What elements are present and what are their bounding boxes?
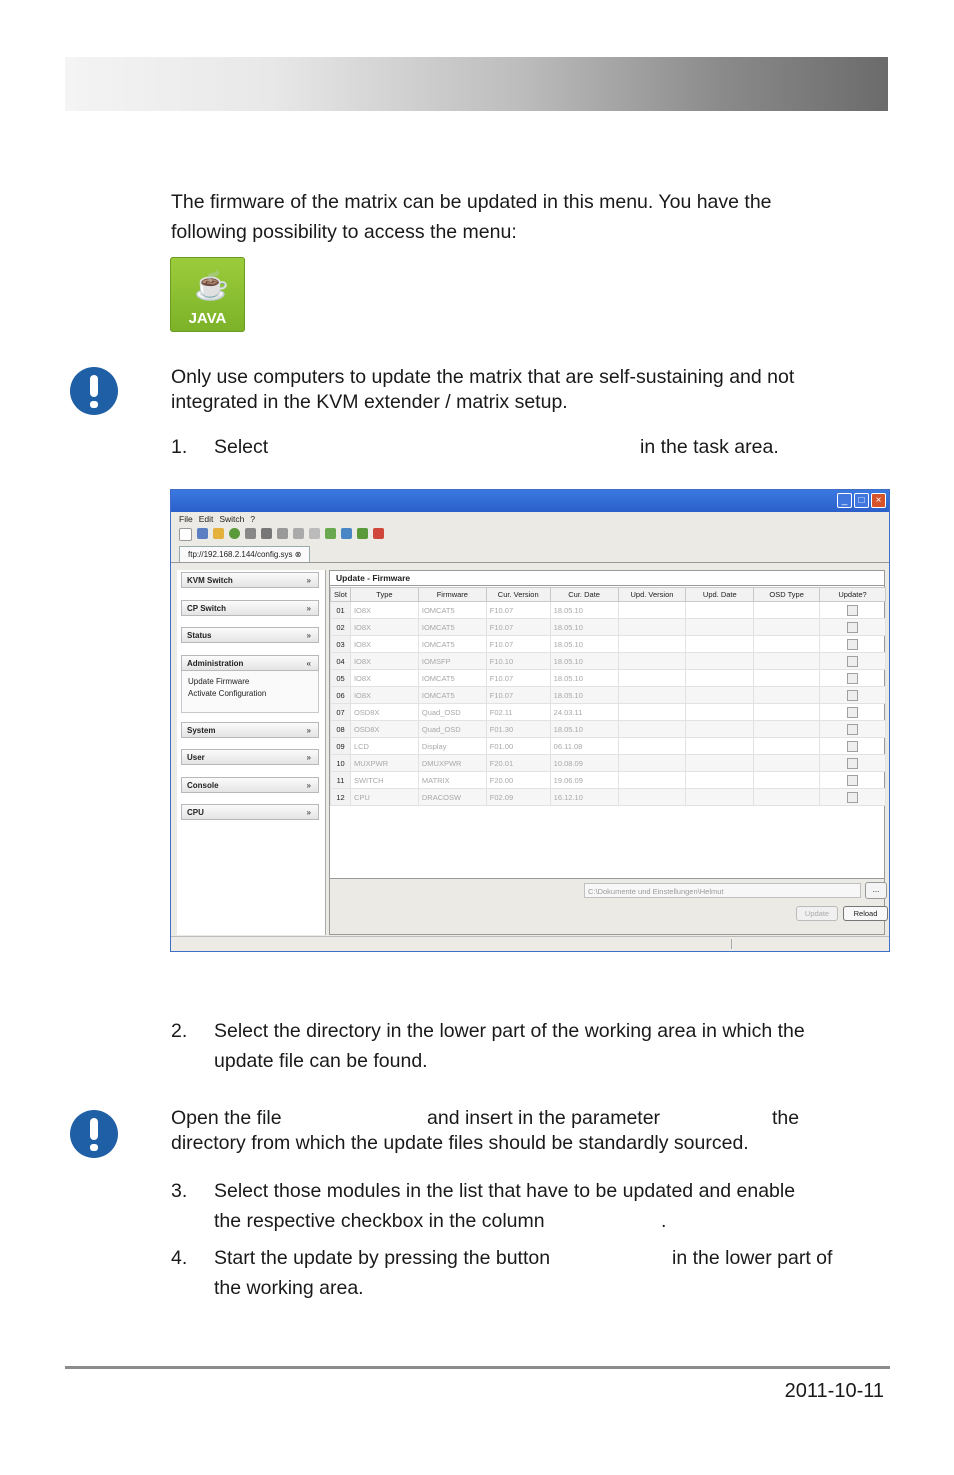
table-row[interactable] <box>331 687 886 704</box>
nav-label: CP Switch <box>187 604 226 613</box>
save-icon[interactable] <box>197 528 208 539</box>
cell-empty <box>686 704 754 721</box>
table-row[interactable] <box>331 636 886 653</box>
open-folder-icon[interactable] <box>213 528 224 539</box>
nav-label: CPU <box>187 808 204 817</box>
cell-empty <box>686 789 754 806</box>
nav-label: Console <box>187 781 219 790</box>
step-1-part-2: in the task area. <box>640 436 779 458</box>
table-row[interactable] <box>331 772 886 789</box>
chevron-down-icon: » <box>306 781 311 790</box>
cell-empty <box>754 602 820 619</box>
cell-firmware: IOMSFP <box>418 653 486 670</box>
cell-slot: 05 <box>331 670 351 687</box>
cell-slot: 08 <box>331 721 351 738</box>
nav-system[interactable] <box>181 722 319 738</box>
column-header[interactable]: OSD Type <box>754 588 820 602</box>
cell-type: IO8X <box>350 687 418 704</box>
step-3-number: 3. <box>171 1180 188 1202</box>
step-2-line-2: update file can be found. <box>214 1050 428 1072</box>
cell-empty <box>618 653 686 670</box>
cell-empty <box>754 704 820 721</box>
chevron-down-icon: » <box>306 753 311 762</box>
cell-update <box>820 721 886 738</box>
submenu-activate-configuration[interactable]: Activate Configuration <box>188 689 267 698</box>
sidebar <box>177 570 326 935</box>
column-header[interactable]: Cur. Version <box>486 588 550 602</box>
plug-disconnect-icon[interactable] <box>373 528 384 539</box>
cell-empty <box>618 772 686 789</box>
cell-firmware: Display <box>418 738 486 755</box>
cell-cur-version: F02.11 <box>486 704 550 721</box>
step-4-line-2: the working area. <box>214 1277 364 1299</box>
update-checkbox[interactable] <box>847 605 858 616</box>
cell-empty <box>686 721 754 738</box>
table-row[interactable] <box>331 789 886 806</box>
cell-cur-version: F10.07 <box>486 602 550 619</box>
cell-empty <box>754 653 820 670</box>
cell-cur-date: 19.06.09 <box>550 772 618 789</box>
cell-update <box>820 670 886 687</box>
cell-update <box>820 704 886 721</box>
nav-administration[interactable] <box>181 655 319 671</box>
chevron-down-icon: » <box>306 604 311 613</box>
intro-text <box>171 187 772 247</box>
nav-label: Status <box>187 631 212 640</box>
menu-bar <box>179 514 255 524</box>
nav-console[interactable] <box>181 777 319 793</box>
cell-slot: 06 <box>331 687 351 704</box>
step-1-part-1: Select <box>214 436 269 458</box>
cell-update <box>820 772 886 789</box>
step-1-number: 1. <box>171 436 188 458</box>
main-panel <box>329 570 885 935</box>
update-checkbox[interactable] <box>847 690 858 701</box>
window-titlebar <box>171 490 889 512</box>
step-4-text <box>214 1243 874 1303</box>
tab-close-icon[interactable]: ⊗ <box>294 550 302 559</box>
table-row[interactable] <box>331 619 886 636</box>
cell-slot: 10 <box>331 755 351 772</box>
cell-empty <box>618 687 686 704</box>
administration-submenu <box>181 671 319 713</box>
firmware-table <box>330 587 886 806</box>
java-label: JAVA <box>188 310 227 327</box>
new-icon[interactable] <box>179 528 192 541</box>
cell-firmware: IOMCAT5 <box>418 636 486 653</box>
cell-firmware: MATRIX <box>418 772 486 789</box>
cell-empty <box>754 670 820 687</box>
cell-empty <box>618 789 686 806</box>
cell-cur-version: F10.07 <box>486 670 550 687</box>
cut-icon[interactable] <box>245 528 256 539</box>
cell-firmware: IOMCAT5 <box>418 687 486 704</box>
cell-empty <box>754 772 820 789</box>
cell-type: IO8X <box>350 602 418 619</box>
cell-firmware: IOMCAT5 <box>418 619 486 636</box>
cell-cur-version: F01.30 <box>486 721 550 738</box>
update-checkbox[interactable] <box>847 639 858 650</box>
cell-slot: 01 <box>331 602 351 619</box>
menu-switch[interactable]: Switch <box>219 514 245 524</box>
cell-cur-date: 10.08.09 <box>550 755 618 772</box>
cell-cur-version: F01.00 <box>486 738 550 755</box>
cell-cur-version: F10.07 <box>486 636 550 653</box>
chevron-down-icon: » <box>306 808 311 817</box>
chevron-down-icon: » <box>306 576 311 585</box>
update-checkbox[interactable] <box>847 673 858 684</box>
cell-empty <box>754 721 820 738</box>
close-icon[interactable]: × <box>871 493 886 508</box>
step-2-number: 2. <box>171 1020 188 1042</box>
cell-empty <box>618 721 686 738</box>
footer-rule <box>65 1366 890 1369</box>
cell-empty <box>754 738 820 755</box>
cell-cur-date: 18.05.10 <box>550 670 618 687</box>
table-row[interactable] <box>331 670 886 687</box>
update-checkbox[interactable] <box>847 775 858 786</box>
cell-firmware: Quad_OSD <box>418 704 486 721</box>
cell-slot: 02 <box>331 619 351 636</box>
update-checkbox[interactable] <box>847 741 858 752</box>
reload-button[interactable]: Reload <box>843 906 888 921</box>
nav-label: System <box>187 726 216 735</box>
menu-edit[interactable]: Edit <box>198 514 214 524</box>
cell-cur-version: F10.07 <box>486 687 550 704</box>
cell-type: OSD8X <box>350 721 418 738</box>
note-2-part-3: the <box>772 1107 800 1129</box>
panel-title: Update - Firmware <box>330 571 884 586</box>
cell-update <box>820 653 886 670</box>
chevron-down-icon: » <box>306 726 311 735</box>
cell-empty <box>618 755 686 772</box>
column-header[interactable]: Slot <box>331 588 351 602</box>
cell-cur-date: 18.05.10 <box>550 602 618 619</box>
note-1-line-1: Only use computers to update the matrix that are self-sustaining and not <box>171 366 795 388</box>
column-header[interactable]: Upd. Version <box>618 588 686 602</box>
update-checkbox[interactable] <box>847 622 858 633</box>
nav-status[interactable] <box>181 627 319 643</box>
tab-label: ftp://192.168.2.144/config.sys <box>188 550 293 559</box>
cell-empty <box>686 738 754 755</box>
cell-slot: 04 <box>331 653 351 670</box>
cell-slot: 12 <box>331 789 351 806</box>
menu-help[interactable]: ? <box>250 514 256 524</box>
tab-config[interactable] <box>179 546 310 563</box>
cell-type: IO8X <box>350 670 418 687</box>
note-1-line-2: integrated in the KVM extender / matrix setup. <box>171 391 568 413</box>
cell-slot: 03 <box>331 636 351 653</box>
step-3-line-2b: . <box>661 1210 667 1232</box>
cell-empty <box>686 602 754 619</box>
status-bar <box>171 936 889 951</box>
cell-slot: 11 <box>331 772 351 789</box>
column-header[interactable]: Cur. Date <box>550 588 618 602</box>
cell-cur-version: F10.07 <box>486 619 550 636</box>
step-4-line-1b: in the lower part of <box>672 1247 833 1269</box>
cell-update <box>820 738 886 755</box>
cell-cur-version: F20.00 <box>486 772 550 789</box>
cell-type: IO8X <box>350 636 418 653</box>
cell-update <box>820 619 886 636</box>
edit-icon[interactable] <box>293 528 304 539</box>
cell-cur-version: F02.09 <box>486 789 550 806</box>
java-cup-icon: ☕ <box>194 270 229 301</box>
cell-update <box>820 636 886 653</box>
cell-type: IO8X <box>350 619 418 636</box>
cell-empty <box>754 789 820 806</box>
chevron-down-icon: » <box>306 631 311 640</box>
exclamation-icon <box>70 367 118 415</box>
cell-slot: 09 <box>331 738 351 755</box>
cell-cur-date: 06.11.08 <box>550 738 618 755</box>
table-row[interactable] <box>331 755 886 772</box>
cell-cur-date: 18.05.10 <box>550 653 618 670</box>
footer-date: 2011-10-11 <box>784 1380 884 1402</box>
nav-label: KVM Switch <box>187 576 233 585</box>
toolbar <box>179 528 384 541</box>
step-3-line-2a: the respective checkbox in the column <box>214 1210 545 1232</box>
delete-icon[interactable] <box>309 528 320 539</box>
cell-empty <box>686 636 754 653</box>
column-header[interactable]: Upd. Date <box>686 588 754 602</box>
cell-type: CPU <box>350 789 418 806</box>
step-3-text <box>214 1176 874 1236</box>
cell-empty <box>686 687 754 704</box>
upload-icon[interactable] <box>341 528 352 539</box>
nav-user[interactable] <box>181 749 319 765</box>
update-button[interactable]: Update <box>796 906 838 921</box>
cell-empty <box>618 738 686 755</box>
cell-type: MUXPWR <box>350 755 418 772</box>
cell-cur-date: 18.05.10 <box>550 721 618 738</box>
column-header[interactable]: Update? <box>820 588 886 602</box>
chevron-up-icon: « <box>306 659 311 668</box>
step-2-line-1: Select the directory in the lower part of the working area in which the <box>214 1020 805 1042</box>
cell-update <box>820 602 886 619</box>
note-1 <box>171 365 794 415</box>
lower-panel <box>330 878 884 934</box>
cell-cur-version: F20.01 <box>486 755 550 772</box>
column-header[interactable]: Type <box>350 588 418 602</box>
cell-empty <box>618 670 686 687</box>
cell-cur-date: 16.12.10 <box>550 789 618 806</box>
exclamation-icon <box>70 1110 118 1158</box>
java-icon <box>170 257 245 332</box>
connect-icon[interactable] <box>229 528 240 539</box>
note-2 <box>171 1106 871 1156</box>
nav-cp-switch[interactable] <box>181 600 319 616</box>
menu-file[interactable]: File <box>179 514 193 524</box>
browse-button[interactable]: ... <box>865 882 887 899</box>
cell-empty <box>618 704 686 721</box>
cell-firmware: DRACOSW <box>418 789 486 806</box>
cell-firmware: Quad_OSD <box>418 721 486 738</box>
nav-label: User <box>187 753 205 762</box>
download-icon[interactable] <box>325 528 336 539</box>
cell-empty <box>754 636 820 653</box>
table-row[interactable] <box>331 653 886 670</box>
note-2-part-2: and insert in the parameter <box>427 1107 661 1129</box>
cell-empty <box>686 670 754 687</box>
nav-kvm-switch[interactable] <box>181 572 319 588</box>
cell-firmware: DMUXPWR <box>418 755 486 772</box>
note-2-part-1: Open the file <box>171 1107 282 1129</box>
app-window <box>170 489 890 952</box>
cell-type: OSD8X <box>350 704 418 721</box>
nav-label: Administration <box>187 659 244 668</box>
cell-cur-date: 18.05.10 <box>550 687 618 704</box>
intro-line-2: following possibility to access the menu: <box>171 221 517 243</box>
cell-update <box>820 755 886 772</box>
cell-update <box>820 789 886 806</box>
update-checkbox[interactable] <box>847 792 858 803</box>
table-row[interactable] <box>331 721 886 738</box>
step-4-line-1a: Start the update by pressing the button <box>214 1247 551 1269</box>
cell-update <box>820 687 886 704</box>
cell-type: LCD <box>350 738 418 755</box>
step-3-line-1: Select those modules in the list that have to be updated and enable <box>214 1180 796 1202</box>
cell-firmware: IOMCAT5 <box>418 670 486 687</box>
update-checkbox[interactable] <box>847 758 858 769</box>
cell-empty <box>686 772 754 789</box>
step-2-text <box>214 1016 874 1076</box>
cell-cur-date: 24.03.11 <box>550 704 618 721</box>
nav-cpu[interactable] <box>181 804 319 820</box>
cell-cur-date: 18.05.10 <box>550 636 618 653</box>
cell-empty <box>754 755 820 772</box>
maximize-icon[interactable]: □ <box>854 493 869 508</box>
table-row[interactable] <box>331 704 886 721</box>
cell-type: IO8X <box>350 653 418 670</box>
cell-empty <box>686 619 754 636</box>
update-checkbox[interactable] <box>847 707 858 718</box>
cell-empty <box>754 687 820 704</box>
directory-path-field[interactable]: C:\Dokumente und Einstellungen\Helmut <box>584 883 861 898</box>
table-header-row <box>331 588 886 602</box>
minimize-icon[interactable]: _ <box>837 493 852 508</box>
cell-empty <box>686 755 754 772</box>
copy-icon[interactable] <box>261 528 272 539</box>
cell-empty <box>618 619 686 636</box>
cell-cur-version: F10.10 <box>486 653 550 670</box>
cell-firmware: IOMCAT5 <box>418 602 486 619</box>
cell-slot: 07 <box>331 704 351 721</box>
step-4-number: 4. <box>171 1247 188 1269</box>
column-header[interactable]: Firmware <box>418 588 486 602</box>
cell-type: SWITCH <box>350 772 418 789</box>
note-2-line-2: directory from which the update files should be standardly sourced. <box>171 1132 749 1154</box>
cell-cur-date: 18.05.10 <box>550 619 618 636</box>
paste-icon[interactable] <box>277 528 288 539</box>
table-row[interactable] <box>331 602 886 619</box>
cell-empty <box>618 602 686 619</box>
cell-empty <box>618 636 686 653</box>
step-1-text <box>214 432 874 462</box>
cell-empty <box>754 619 820 636</box>
update-checkbox[interactable] <box>847 656 858 667</box>
table-row[interactable] <box>331 738 886 755</box>
plug-connect-icon[interactable] <box>357 528 368 539</box>
cell-empty <box>686 653 754 670</box>
header-bar <box>65 57 888 111</box>
submenu-update-firmware[interactable]: Update Firmware <box>188 677 250 686</box>
intro-line-1: The firmware of the matrix can be updated in this menu. You have the <box>171 191 772 213</box>
update-checkbox[interactable] <box>847 724 858 735</box>
